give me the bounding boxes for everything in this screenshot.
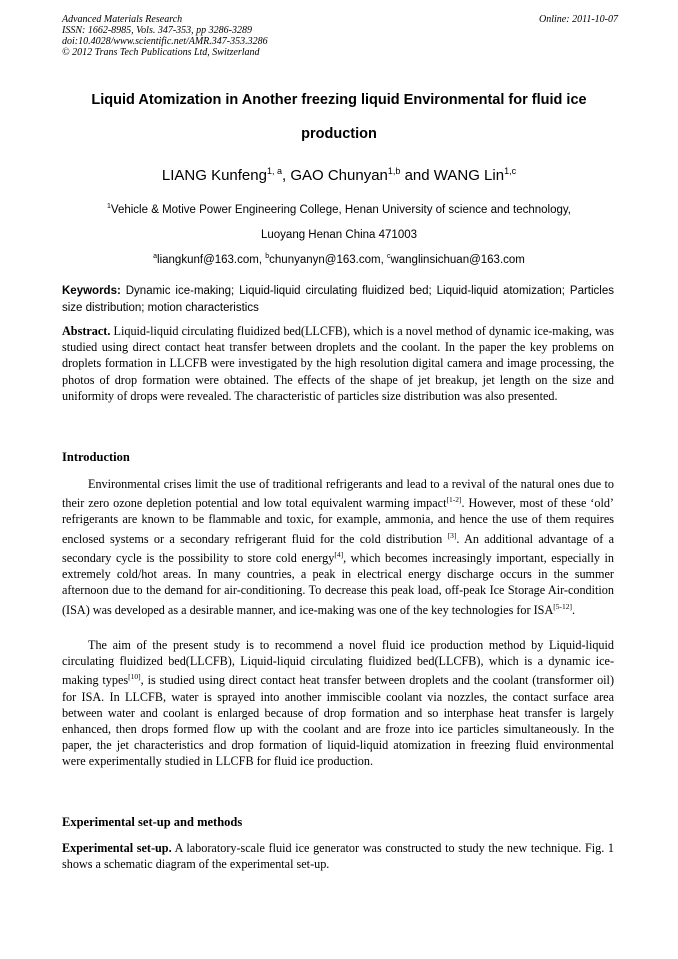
author-emails <box>40 253 638 266</box>
citation: [1-2] <box>446 495 462 505</box>
keywords-label: Keywords: <box>62 285 121 297</box>
paragraph-text: . However, most of these ‘old’ refrigerants are known to be flammable and toxic, for example, ammonia, and hence the use of them requires enclosed systems or a secondary refrigerant fluid for the cold distribution <box>62 496 614 546</box>
abstract <box>62 323 614 404</box>
affiliation-address: Luoyang Henan China 471003 <box>260 229 418 241</box>
journal-header <box>62 14 618 58</box>
experimental-paragraph <box>62 840 614 872</box>
citation: [10] <box>128 672 141 682</box>
subsection-label: Experimental set-up. <box>62 841 172 855</box>
email: wanglinsichuan@163.com <box>390 253 525 266</box>
paragraph-text: , is studied using direct contact heat transfer between droplets and the coolant (transformer oil) for ISA. In LLCFB, water is sprayed into another immiscible coolant via nozzles, the contact surface area between water and coolant is enlarged because of drop formation and so interphase heat transfer is largely enhanced, then drops formed flow up with the coolant and are froze into ice particles simultaneously. In the paper, the jet characteristics and drop formation of liquid-liquid atomization in freezing fluid environmental were experimentally studied in LLCFB for fluid ice production. <box>62 673 614 769</box>
section-heading-experimental: Experimental set-up and methods <box>62 815 243 829</box>
paper-title-line2: production <box>301 126 377 142</box>
abstract-text: Liquid-liquid circulating fluidized bed(LLCFB), which is a novel method of dynamic ice-making, was studied using direct contact heat transfer between droplets and the coolant. In the paper the key problems on droplets formation in LLCFB were investigated by the high resolution digital camera and image processing, the photos of drop formation were obtained. The effects of the shape of jet breakup, jet length on the size and uniformity of drops were revealed. The characteristic of particles size distribution was also presented. <box>62 324 614 403</box>
affiliation-text: Vehicle & Motive Power Engineering College, Henan University of science and technology, <box>110 203 571 216</box>
abstract-label: Abstract. <box>62 324 111 338</box>
author-name: WANG Lin <box>433 167 505 184</box>
paragraph-text: A laboratory-scale fluid ice generator was constructed to study the new technique. Fig. 1 shows a schematic diagram of the experimental set-up. <box>62 841 614 872</box>
citation: [5-12] <box>553 601 572 611</box>
keywords <box>62 283 614 317</box>
author-separator: , <box>281 167 291 184</box>
affiliation <box>40 203 638 216</box>
paragraph-text: Environmental crises limit the use of traditional refrigerants and lead to a revival of the natural ones due to their zero ozone depletion potential and low total equivalent warming impact <box>62 477 614 511</box>
author-name: LIANG Kunfeng <box>161 167 267 184</box>
paper-title: Liquid Atomization in Another freezing liquid Environmental for fluid ice <box>91 92 587 108</box>
intro-paragraph-2 <box>62 637 614 770</box>
citation: [3] <box>447 530 457 540</box>
email-superscript: c <box>386 253 391 260</box>
author-superscript: 1, a <box>266 166 282 176</box>
citation: [4] <box>334 549 344 559</box>
paragraph-text: , which becomes increasingly important, especially in extremely cold/hot areas. In many countries, a peak in electrical energy discharge occurs in the summer afternoon due to the demand for air-conditioning. To decrease this peak load, off-peak Ice Storage Air-condition (ISA) was developed as a desirable manner, and ice-making was one of the key technologies for ISA <box>62 551 614 617</box>
issn-line: ISSN: 1662-8985, Vols. 347-353, pp 3286-3289 <box>62 25 252 36</box>
intro-paragraph-1 <box>62 476 614 618</box>
author-superscript: 1,b <box>387 166 401 176</box>
keywords-text: Dynamic ice-making; Liquid-liquid circulating fluidized bed; Liquid-liquid atomization; Particles size distribution; motion characteristics <box>62 285 614 314</box>
affiliation-superscript: 1 <box>107 203 111 210</box>
email-superscript: b <box>265 253 270 260</box>
section-heading-introduction: Introduction <box>62 450 130 464</box>
author-name: GAO Chunyan <box>290 167 388 184</box>
email-superscript: a <box>153 253 158 260</box>
journal-name: Advanced Materials Research <box>62 14 183 25</box>
paragraph-text: . An additional advantage of a secondary cycle is the possibility to store cold energy <box>62 531 614 565</box>
email: liangkunf@163.com, <box>157 253 266 266</box>
author-list <box>40 166 638 184</box>
paragraph-text: The aim of the present study is to recommend a novel fluid ice production method by Liquid-liquid circulating fluidized bed(LLCFB), Liquid-liquid circulating fluidized bed(LLCFB), which is a dynamic ice-making types <box>62 638 614 688</box>
email: chunyanyn@163.com, <box>269 253 387 266</box>
doi-line: doi:10.4028/www.scientific.net/AMR.347-353.3286 <box>62 36 268 47</box>
online-date: Online: 2011-10-07 <box>539 14 618 25</box>
author-separator: and <box>400 167 434 184</box>
paragraph-text: . <box>572 602 576 617</box>
author-superscript: 1,c <box>504 166 517 176</box>
copyright-line: © 2012 Trans Tech Publications Ltd, Switzerland <box>62 47 260 58</box>
